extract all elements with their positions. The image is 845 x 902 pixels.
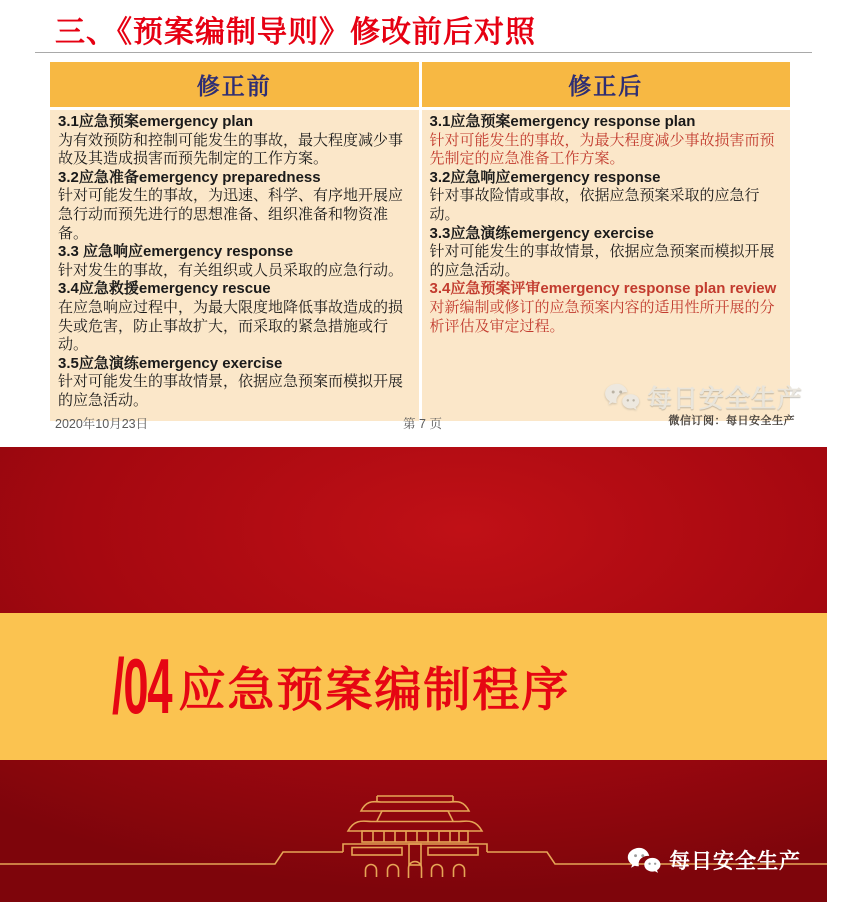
section-title-band — [0, 613, 827, 760]
footer-page-number: 第 7 页 — [403, 417, 442, 431]
wechat-icon — [626, 846, 662, 875]
definition-line: 3.1应急预案emergency response plan — [429, 113, 696, 130]
definition-line: 针对可能发生的事故，为最大程度减少事故损害而预先制定的应急准备工作方案。 — [429, 131, 775, 168]
wechat-icon — [603, 382, 641, 412]
section-title: 应急预案编制程序 — [178, 663, 571, 716]
watermark-brand-bottom — [626, 845, 801, 875]
watermark-subscription: 微信订阅：每日安全生产 — [668, 415, 795, 427]
definition-line: 对新编制或修订的应急预案内容的适用性所开展的分析评估及审定过程。 — [429, 298, 775, 335]
definition-line: 在应急响应过程中，为最大限度地降低事故造成的损失或危害，防止事故扩大，而采取的紧急措施或行动。 — [58, 298, 404, 354]
definition-line: 针对可能发生的事故情景，依据应急预案而模拟开展的应急活动。 — [429, 243, 775, 279]
slide-comparison — [0, 0, 845, 440]
after-cell — [422, 110, 791, 421]
definition-line: 针对可能发生的事故，为迅速、科学、有序地开展应急行动而预先进行的思想准备、组织准备和物资准备。 — [58, 187, 404, 242]
comparison-table — [50, 62, 790, 421]
watermark-brand-text: 每日安全生产 — [646, 385, 803, 413]
definition-line: 3.5应急演练emergency exercise — [58, 354, 283, 372]
column-header-before: 修正前 — [50, 62, 419, 107]
definition-line: 3.3 应急响应emergency response — [58, 243, 294, 261]
definition-line: 针对发生的事故，有关组织或人员采取的应急行动。 — [58, 261, 404, 279]
definition-line: 3.2应急响应emergency response — [429, 168, 661, 186]
watermark-brand-text: 每日安全生产 — [669, 850, 801, 873]
definition-line: 为有效预防和控制可能发生的事故，最大程度减少事故及其造成损害而预先制定的工作方案。 — [58, 131, 404, 168]
before-cell — [50, 110, 419, 421]
definition-line: 3.3应急演练emergency exercise — [429, 224, 654, 242]
definition-line: 针对事故险情或事故，依据应急预案采取的应急行动。 — [429, 187, 760, 223]
definition-line: 3.2应急准备emergency preparedness — [58, 168, 321, 186]
footer-date: 2020年10月23日 — [55, 417, 149, 431]
slide-title: 三、《预案编制导则》修改前后对照 — [55, 16, 536, 49]
definition-line: 3.1应急预案emergency plan — [58, 113, 254, 130]
definition-line: 针对可能发生的事故情景，依据应急预案而模拟开展的应急活动。 — [58, 373, 404, 409]
column-header-after: 修正后 — [422, 62, 791, 107]
watermark-brand — [603, 379, 803, 415]
definition-line: 3.4应急救援emergency rescue — [58, 280, 271, 298]
title-divider — [35, 52, 812, 53]
section-number: /04 — [112, 642, 172, 730]
definition-line: 3.4应急预案评审emergency response plan review — [429, 280, 777, 298]
slide-section-divider — [0, 447, 827, 902]
